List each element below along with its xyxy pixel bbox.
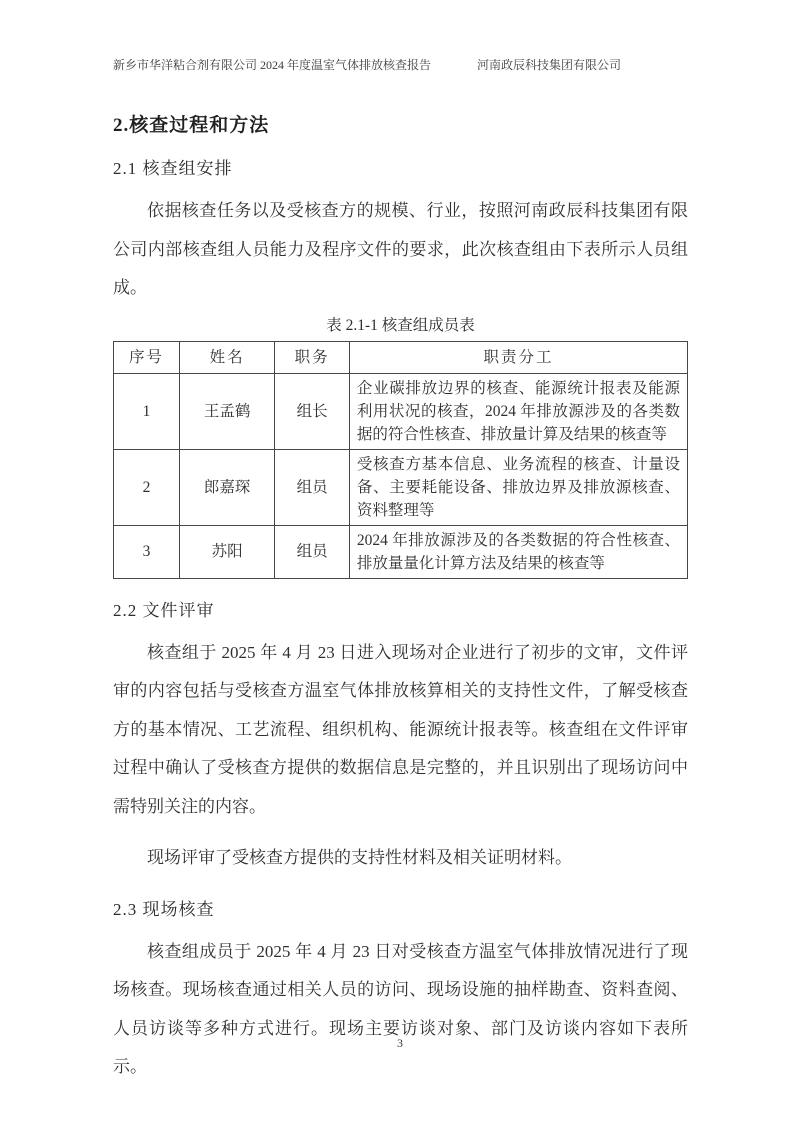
col-header-duties: 职责分工 (349, 341, 687, 373)
col-header-index: 序号 (114, 341, 180, 373)
table-caption: 表 2.1-1 核查组成员表 (326, 316, 475, 334)
cell-index: 2 (114, 449, 180, 525)
cell-role: 组员 (275, 449, 350, 525)
section-heading-2-1: 2.1 核查组安排 (113, 159, 233, 178)
cell-duties: 2024 年排放源涉及的各类数据的符合性核查、排放量量化计算方法及结果的核查等 (349, 525, 687, 578)
paragraph-document-review-1: 核查组于 2025 年 4 月 23 日进入现场对企业进行了初步的文审，文件评审的内容包括与受核查方温室气体排放核算相关的支持性文件，了解受核查方的基本情况、工艺流程、组织机构、能源统计报表等。核查组在文件评审过程中确认了受核查方提供的数据信息是完整的，并且识别出了现场访问中需特别关注的内容。 (113, 642, 688, 816)
table-row (114, 525, 688, 578)
section-heading-2-3: 2.3 现场核查 (113, 899, 215, 919)
paragraph-team-arrangement: 依据核查任务以及受核查方的规模、行业，按照河南政辰科技集团有限公司内部核查组人员能力及程序文件的要求，此次核查组由下表所示人员组成。 (113, 201, 688, 297)
cell-name: 苏阳 (180, 525, 275, 578)
cell-name: 郎嘉琛 (180, 449, 275, 525)
header-company-name: 河南政辰科技集团有限公司 (477, 58, 622, 72)
paragraph-document-review-2: 现场评审了受核查方提供的支持性材料及相关证明材料。 (147, 848, 572, 867)
col-header-role: 职务 (275, 341, 350, 373)
table-row (114, 449, 688, 525)
header-report-title: 新乡市华洋粘合剂有限公司 2024 年度温室气体排放核查报告 (113, 58, 432, 72)
table-row (114, 373, 688, 449)
table-header-row (114, 341, 688, 373)
cell-index: 1 (114, 373, 180, 449)
team-table-body (114, 373, 688, 578)
paragraph-onsite-verification: 核查组成员于 2025 年 4 月 23 日对受核查方温室气体排放情况进行了现场核查。现场核查通过相关人员的访问、现场设施的抽样勘查、资料查阅、人员访谈等多种方式进行。现场主要访谈对象、部门及访谈内容如下表所示。 (113, 941, 688, 1076)
cell-duties: 受核查方基本信息、业务流程的核查、计量设备、主要耗能设备、排放边界及排放源核查、资料整理等 (349, 449, 687, 525)
cell-index: 3 (114, 525, 180, 578)
section-heading-2-2: 2.2 文件评审 (113, 600, 215, 620)
page-number: 3 (397, 1036, 403, 1050)
cell-duties: 企业碳排放边界的核查、能源统计报表及能源利用状况的核查，2024 年排放源涉及的各类数据的符合性核查、排放量计算及结果的核查等 (349, 373, 687, 449)
cell-role: 组员 (275, 525, 350, 578)
chapter-title: 2.核查过程和方法 (113, 115, 270, 136)
col-header-name: 姓名 (180, 341, 275, 373)
team-table-header (114, 341, 688, 373)
verification-team-table (113, 341, 688, 579)
page-header (113, 57, 688, 73)
cell-name: 王孟鹤 (180, 373, 275, 449)
cell-role: 组长 (275, 373, 350, 449)
